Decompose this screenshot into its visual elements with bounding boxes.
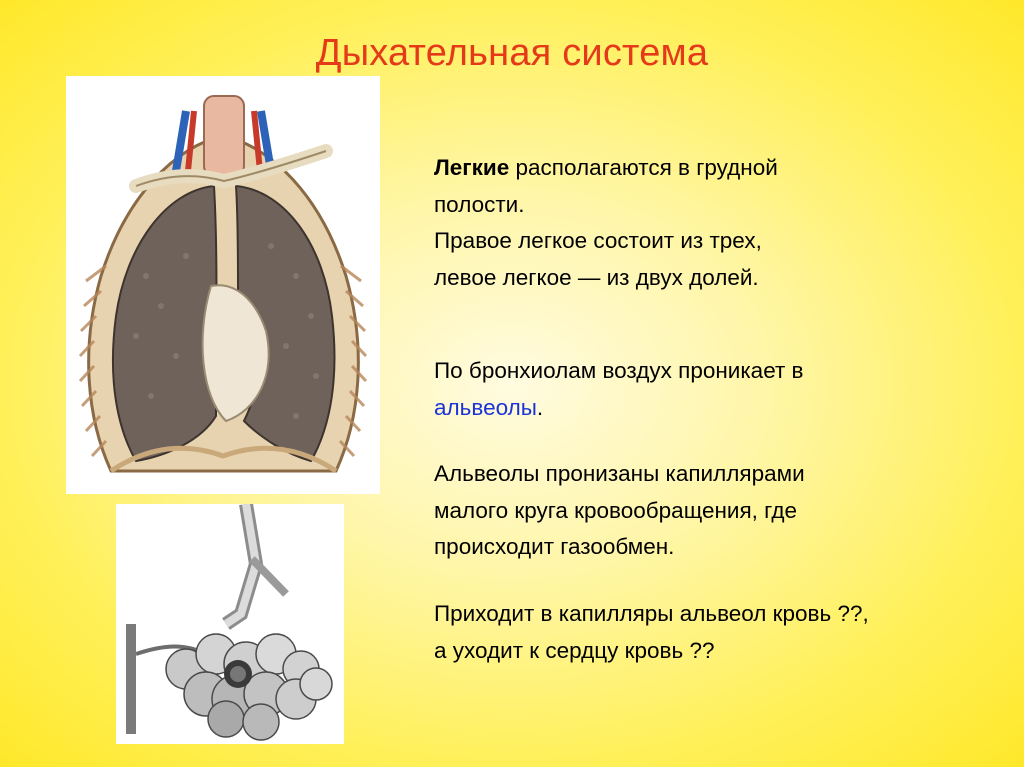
alveoli-illustration [116,504,344,744]
paragraph-question [434,596,1014,669]
p1-line4: левое легкое — из двух долей. [434,264,759,290]
p4-line1: Приходит в капилляры альвеол кровь ??, [434,601,869,626]
term-alveoli: альвеолы [434,394,537,420]
term-lungs: Легкие [434,155,510,180]
p2-punct: . [536,394,544,420]
p2-line1: По бронхиолам воздух проникает в [434,358,804,383]
paragraph-capillaries [434,456,1014,566]
paragraph-bronchioles [434,353,1014,426]
p1-line3: Правое легкое состоит из трех, [434,228,762,253]
p3-line1: Альвеолы пронизаны капиллярами [434,461,805,486]
paragraph-lungs [434,150,1014,296]
slide-title: Дыхательная система [315,32,709,74]
p1-line2: полости. [434,191,525,217]
lungs-illustration [66,76,380,494]
p1-line1-rest: располагаются в грудной [509,155,778,180]
p4-line2: а уходит к сердцу кровь ?? [434,637,715,663]
p3-line3: происходит газообмен. [434,534,675,559]
p3-line2: малого круга кровообращения, где [434,497,797,523]
